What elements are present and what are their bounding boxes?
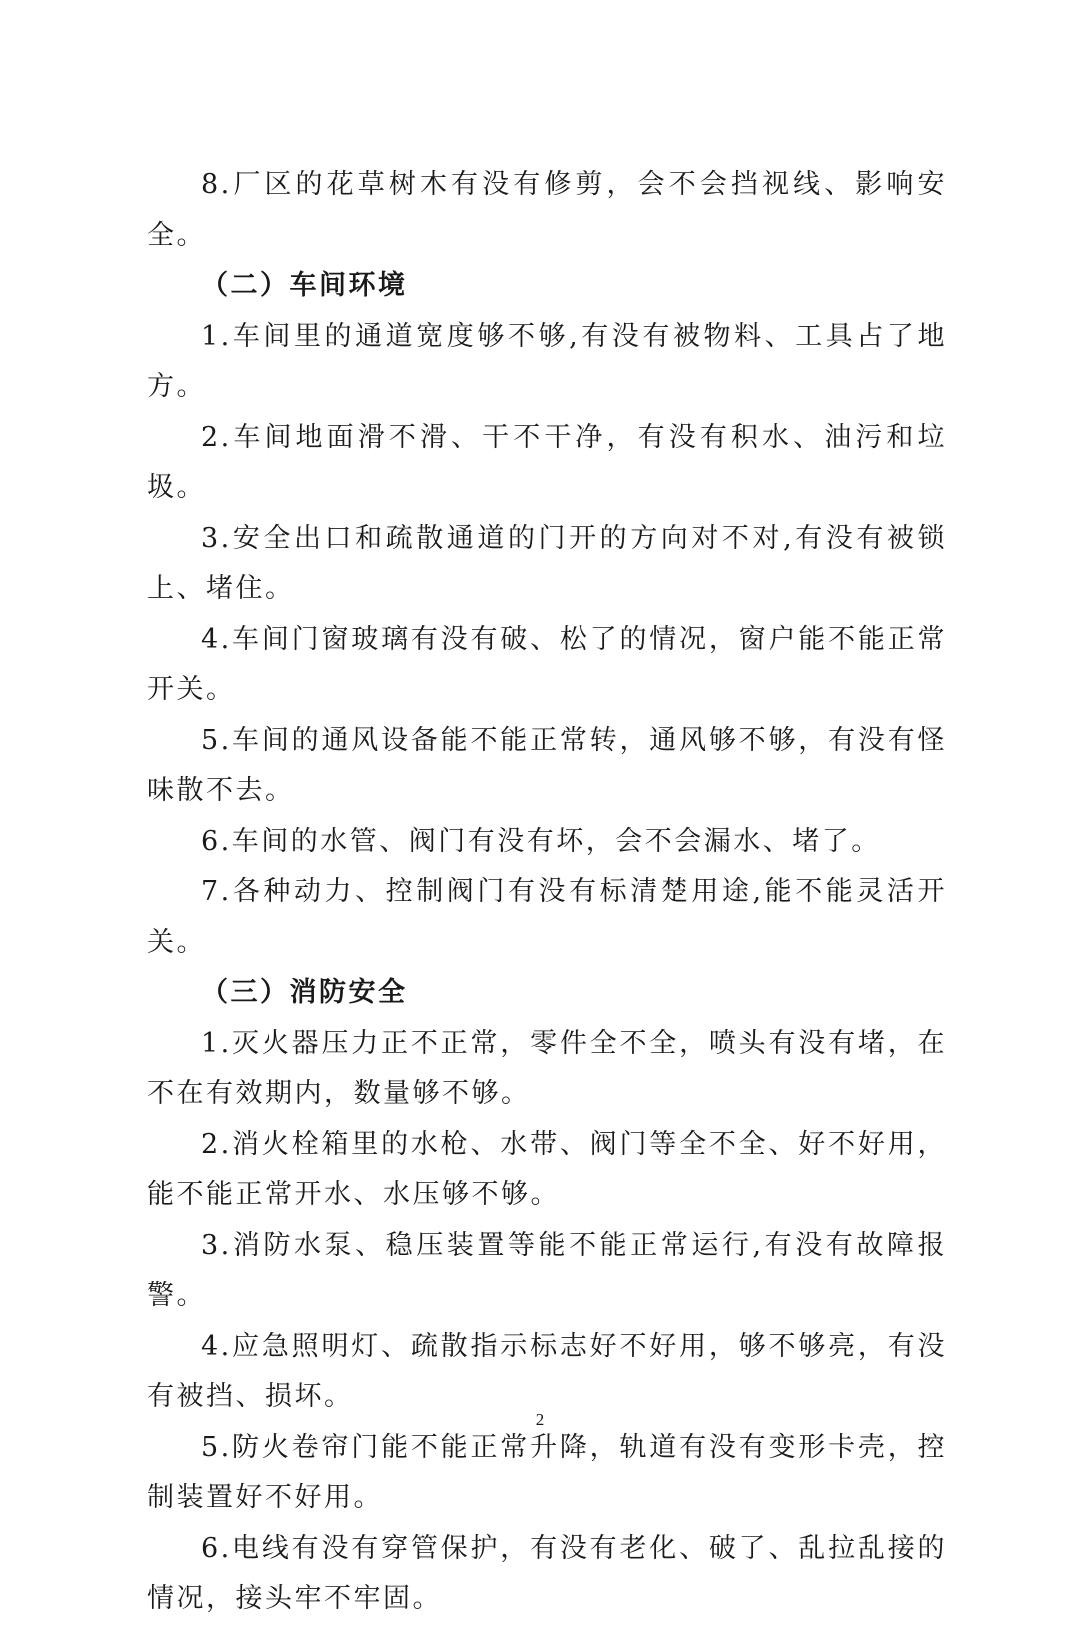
section-heading-workshop-environment: （二）车间环境 xyxy=(201,270,408,301)
item-2-6-water-pipes: 6.车间的水管、阀门有没有坏，会不会漏水、堵了。 xyxy=(201,825,881,857)
item-2-2-floor-condition: 2.车间地面滑不滑、干不干净，有没有积水、油污和垃圾。 xyxy=(147,421,947,503)
item-3-3-fire-pumps: 3.消防水泵、稳压装置等能不能正常运行,有没有故障报警。 xyxy=(147,1229,947,1311)
item-2-7-control-valves: 7.各种动力、控制阀门有没有标清楚用途,能不能灵活开关。 xyxy=(147,876,947,958)
page-number: 2 xyxy=(535,1410,545,1429)
item-3-5-fire-shutter: 5.防火卷帘门能不能正常升降，轨道有没有变形卡壳，控制装置好不好用。 xyxy=(147,1431,947,1513)
item-2-4-doors-windows: 4.车间门窗玻璃有没有破、松了的情况，窗户能不能正常开关。 xyxy=(147,623,947,705)
item-2-1-aisle-width: 1.车间里的通道宽度够不够,有没有被物料、工具占了地方。 xyxy=(147,320,947,402)
item-2-5-ventilation: 5.车间的通风设备能不能正常转，通风够不够，有没有怪味散不去。 xyxy=(147,724,947,806)
item-3-6-wiring: 6.电线有没有穿管保护，有没有老化、破了、乱拉乱接的情况，接头牢不牢固。 xyxy=(147,1532,947,1614)
document-body xyxy=(147,160,947,1625)
section-heading-fire-safety: （三）消防安全 xyxy=(201,977,408,1008)
item-1-8-greenery: 8.厂区的花草树木有没有修剪，会不会挡视线、影响安全。 xyxy=(147,169,947,251)
item-2-3-safety-exits: 3.安全出口和疏散通道的门开的方向对不对,有没有被锁上、堵住。 xyxy=(147,522,947,604)
item-3-4-emergency-lighting: 4.应急照明灯、疏散指示标志好不好用，够不够亮，有没有被挡、损坏。 xyxy=(147,1330,947,1412)
item-3-1-extinguishers: 1.灭火器压力正不正常，零件全不全，喷头有没有堵，在不在有效期内，数量够不够。 xyxy=(147,1027,947,1109)
item-3-2-hydrant-box: 2.消火栓箱里的水枪、水带、阀门等全不全、好不好用，能不能正常开水、水压够不够。 xyxy=(147,1128,947,1210)
